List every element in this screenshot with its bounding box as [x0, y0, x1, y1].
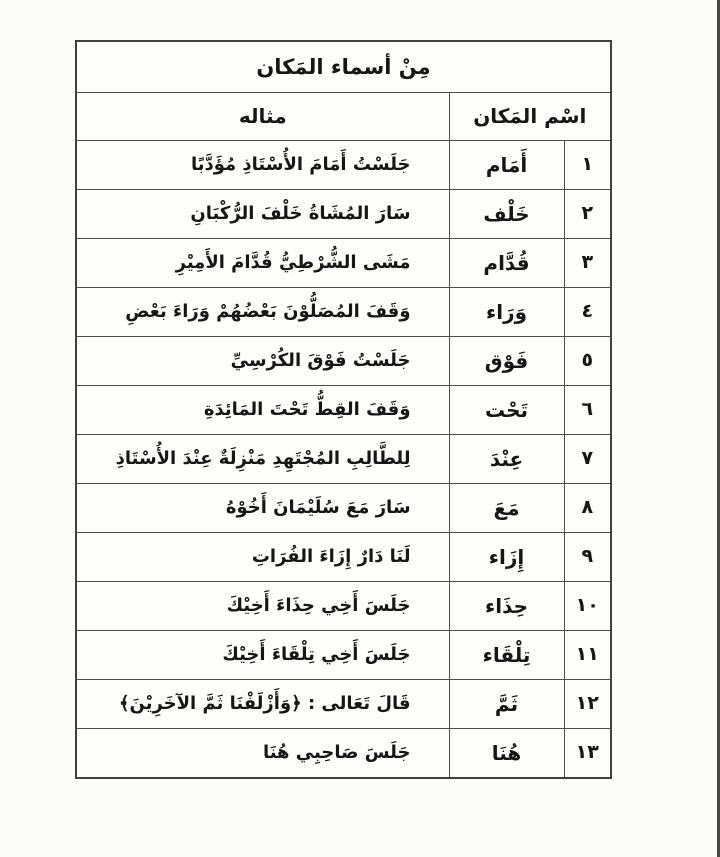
example-sentence-cell: سَارَ المُشَاةُ خَلْفَ الرُّكْبَانِ [76, 190, 449, 239]
table-head-rows [76, 41, 611, 141]
example-sentence-cell: وَقَفَ المُصَلُّوْنَ بَعْضُهُمْ وَرَاءَ بَعْضِ [76, 288, 449, 337]
row-number: ٩ [564, 533, 611, 582]
place-noun-cell: قُدَّام [449, 239, 564, 288]
row-number: ٢ [564, 190, 611, 239]
row-number: ٦ [564, 386, 611, 435]
place-noun-cell: خَلْف [449, 190, 564, 239]
row-number: ١٣ [564, 729, 611, 779]
place-noun-cell: تَحْت [449, 386, 564, 435]
example-sentence-cell: سَارَ مَعَ سُلَيْمَانَ أَخُوْهُ [76, 484, 449, 533]
table-row [76, 582, 611, 631]
example-sentence-cell: جَلَسَ أَخِي تِلْقَاءَ أَخِيْكَ [76, 631, 449, 680]
place-noun-cell: وَرَاء [449, 288, 564, 337]
table-row [76, 190, 611, 239]
example-sentence-cell: جَلَسْتُ فَوْقَ الكُرْسِيِّ [76, 337, 449, 386]
row-number: ١١ [564, 631, 611, 680]
table-row [76, 239, 611, 288]
row-number: ١٠ [564, 582, 611, 631]
place-nouns-table [75, 40, 612, 779]
place-noun-cell: عِنْدَ [449, 435, 564, 484]
table-row [76, 386, 611, 435]
row-number: ١٢ [564, 680, 611, 729]
table-title-row [76, 41, 611, 93]
table-rows [76, 141, 611, 779]
example-sentence-cell: جَلَسَ أَخِي حِذَاءَ أَخِيْكَ [76, 582, 449, 631]
place-noun-cell: فَوْق [449, 337, 564, 386]
row-number: ١ [564, 141, 611, 190]
table-row [76, 141, 611, 190]
table-row [76, 729, 611, 779]
header-place-noun: اسْم المَكان [449, 93, 611, 141]
table-row [76, 288, 611, 337]
row-number: ٧ [564, 435, 611, 484]
place-noun-cell: تِلْقَاء [449, 631, 564, 680]
place-noun-cell: حِذَاء [449, 582, 564, 631]
example-sentence-cell: وَقَفَ القِطُّ تَحْتَ المَائِدَةِ [76, 386, 449, 435]
row-number: ٣ [564, 239, 611, 288]
place-noun-cell: أَمَام [449, 141, 564, 190]
example-sentence-cell: جَلَسَ صَاحِبِي هُنَا [76, 729, 449, 779]
row-number: ٨ [564, 484, 611, 533]
table-row [76, 680, 611, 729]
table-row [76, 631, 611, 680]
place-noun-cell: إِزَاء [449, 533, 564, 582]
place-noun-cell: مَعَ [449, 484, 564, 533]
table-row [76, 533, 611, 582]
table-row [76, 484, 611, 533]
table-row [76, 337, 611, 386]
place-noun-cell: هُنَا [449, 729, 564, 779]
row-number: ٥ [564, 337, 611, 386]
example-sentence-cell: مَشَى الشُّرْطِيُّ قُدَّامَ الأَمِيْرِ [76, 239, 449, 288]
place-noun-cell: ثَمَّ [449, 680, 564, 729]
table-row [76, 435, 611, 484]
row-number: ٤ [564, 288, 611, 337]
table-title: مِنْ أسماء المَكان [76, 41, 611, 93]
example-sentence-cell: قَالَ تَعَالى : ﴿وَأَزْلَفْنَا ثَمَّ الآخَرِيْنَ﴾ [76, 680, 449, 729]
header-example: مثاله [76, 93, 449, 141]
example-sentence-cell: جَلَسْتُ أَمَامَ الأُسْتَاذِ مُؤَدَّبًا [76, 141, 449, 190]
example-sentence-cell: لَنَا دَارٌ إِزَاءَ الفُرَاتِ [76, 533, 449, 582]
example-sentence-cell: لِلطَّالِبِ المُجْتَهِدِ مَنْزِلَةٌ عِنْدَ الأُسْتَاذِ [76, 435, 449, 484]
table-header-row [76, 93, 611, 141]
